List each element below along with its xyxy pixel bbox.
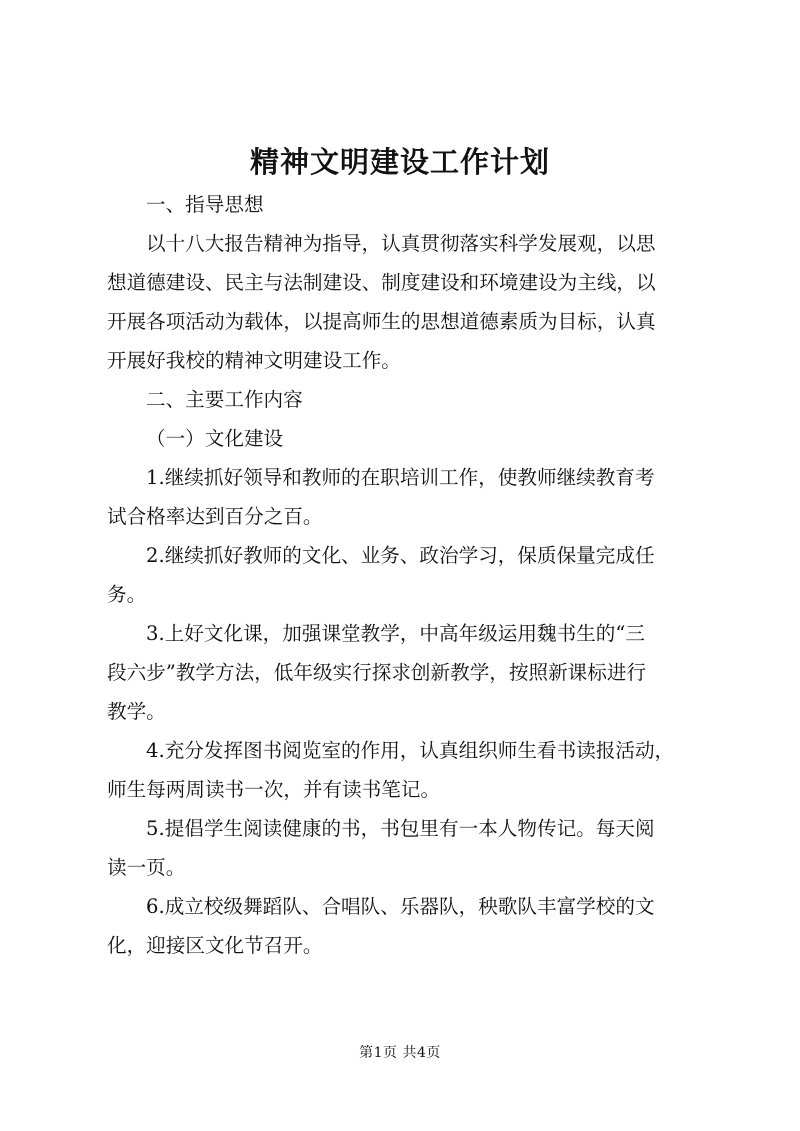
list-item-5	[107, 809, 707, 887]
list-item-6	[107, 887, 707, 965]
paragraph-guiding-ideology	[107, 224, 707, 380]
list-item-3	[107, 614, 707, 731]
text-line: 务。	[107, 583, 147, 606]
text-line: 二、主要工作内容	[146, 388, 303, 411]
text-line: 开展各项活动为载体，以提高师生的思想道德素质为目标，认真	[107, 310, 656, 333]
page-number-footer: 第1页 共4页	[359, 1045, 441, 1061]
text-line: 化，迎接区文化节召开。	[107, 934, 323, 957]
text-line: 段六步”教学方法，低年级实行探求创新教学，按照新课标进行	[107, 661, 647, 684]
text-line: 师生每两周读书一次，并有读书笔记。	[107, 778, 441, 801]
list-item-2	[107, 536, 707, 614]
text-line: 一、指导思想	[146, 193, 264, 216]
text-line: 读一页。	[107, 856, 186, 879]
document-title: 精神文明建设工作计划	[249, 145, 550, 179]
text-line: 4.充分发挥图书阅览室的作用，认真组织师生看书读报活动，	[146, 739, 675, 762]
section-heading-main-work	[107, 380, 707, 419]
text-line: 想道德建设、民主与法制建设、制度建设和环境建设为主线，以	[107, 271, 656, 294]
text-line: 教学。	[107, 700, 166, 723]
list-item-1	[107, 458, 707, 536]
text-line: 试合格率达到百分之百。	[107, 505, 323, 528]
subsection-heading-culture	[107, 419, 707, 458]
text-line: 1.继续抓好领导和教师的在职培训工作，使教师继续教育考	[146, 466, 655, 489]
document-body	[107, 185, 707, 965]
text-line: 6.成立校级舞蹈队、合唱队、乐器队，秧歌队丰富学校的文	[146, 895, 655, 918]
section-heading-guiding-ideology	[107, 185, 707, 224]
text-line: 开展好我校的精神文明建设工作。	[107, 349, 401, 372]
text-line: 以十八大报告精神为指导，认真贯彻落实科学发展观，以思	[146, 232, 656, 255]
text-line: 3.上好文化课，加强课堂教学，中高年级运用魏书生的“三	[146, 622, 645, 645]
list-item-4	[107, 731, 707, 809]
text-line: 2.继续抓好教师的文化、业务、政治学习，保质保量完成任	[146, 544, 655, 567]
text-line: 5.提倡学生阅读健康的书，书包里有一本人物传记。每天阅	[146, 817, 655, 840]
text-line: （一）文化建设	[146, 427, 284, 450]
